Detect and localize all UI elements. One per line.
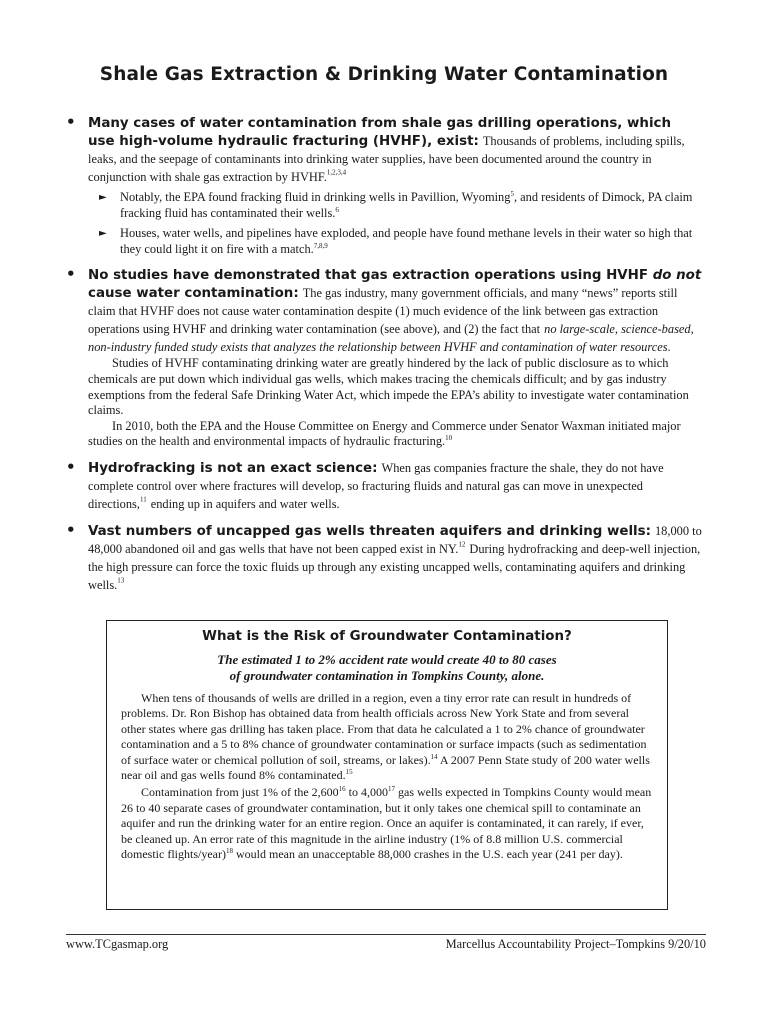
bullet-lead-part: No studies have demonstrated that gas extraction operations using HVHF (88, 268, 649, 284)
box-text: would mean an unacceptable 88,000 crashes in the U.S. each year (241 per day). (232, 847, 623, 862)
bullet-list (88, 114, 702, 603)
sub-item-text: , and residents of Dimock, PA claim fracking fluid has contaminated their wells. (120, 190, 693, 220)
box-text: When tens of thousands of wells are drilled in a region, even a tiny error rate can result in hundreds of problems. Dr. Ron Bishop has obtained data from health officials across New York State and from several other states where gas drilling has taken place. From that data he calculated a 1 to 2% chance of groundwater contamination and a 5 to 8% chance of groundwater contamination or surface impacts (such as sedimentation of surface water or chemical pollution of soil, streams, or lakes). (121, 691, 647, 767)
bullet-body: 18,000 to 48,000 abandoned oil and gas wells that have not been capped exist in NY. (88, 523, 702, 556)
box-paragraph (121, 785, 653, 862)
bullet-lead: Many cases of water contamination from shale gas drilling operations, which use high-volume hydraulic fracturing (HVHF), exist: (88, 116, 672, 149)
bullet-item-contamination-cases (88, 114, 702, 257)
box-text: A 2007 Penn State study of 200 water wells near oil and gas wells found 8% contaminated. (121, 752, 650, 783)
box-paragraph (121, 691, 653, 783)
bullet-paragraph: Studies of HVHF contaminating drinking water are greatly hindered by the lack of public disclosure as to which chemicals are put down which individual gas wells, which makes tracing the chemicals difficult; and by gas industry exemptions from the federal Safe Drinking Water Act, which impede the EPA’s ability to investigate water contamination claims. (88, 356, 689, 418)
bullet-body: Thousands of problems, including spills, leaks, and the seepage of contaminants into drinking water supplies, have been documented around the country in conjunction with shale gas extraction by HVHF. (88, 134, 685, 184)
footnote-ref[interactable]: 7,8,9 (313, 241, 328, 250)
bullet-body: ending up in aquifers and water wells. (150, 496, 340, 511)
footnote-ref[interactable]: 10 (445, 434, 453, 443)
bullet-lead-part: cause water contamination: (88, 286, 299, 302)
box-text: Contamination from just 1% of the 2,600 (141, 785, 339, 800)
bullet-body: During hydrofracking and deep-well injection, the high pressure can force the toxic fluids up through any existing uncapped wells, contaminating aquifers and drinking wells. (88, 541, 701, 592)
bullet-item-uncapped-wells (88, 522, 702, 594)
page-footer (66, 934, 706, 952)
bullet-paragraph-text: In 2010, both the EPA and the House Committee on Energy and Commerce under Senator Waxman initiated major studies on the health and environmental impacts of hydraulic fracturing. (88, 418, 681, 449)
bullet-lead: Vast numbers of uncapped gas wells threaten aquifers and drinking wells: (88, 523, 651, 539)
sub-item-text: Notably, the EPA found fracking fluid in drinking wells in Pavillion, Wyoming (120, 190, 511, 204)
box-subtitle (121, 652, 653, 684)
footnote-ref[interactable]: 15 (345, 768, 353, 777)
footnote-ref[interactable]: 17 (388, 785, 395, 794)
box-subtitle-line: of groundwater contamination in Tompkins County, alone. (229, 668, 545, 683)
footer-website-link[interactable]: www.TCgasmap.org (66, 937, 169, 951)
footnote-ref[interactable]: 5 (510, 189, 514, 198)
bullet-body-italic: no large-scale, science-based, non-industry funded study exists that analyzes the relationship between HVHF and contamination of water resources (88, 322, 694, 355)
sub-list (88, 190, 702, 257)
footnote-ref[interactable]: 11 (139, 495, 147, 504)
bullet-paragraph (88, 419, 702, 450)
footnote-ref[interactable]: 6 (335, 205, 339, 214)
page-title: Shale Gas Extraction & Drinking Water Contamination (99, 64, 669, 85)
footnote-ref[interactable]: 1,2,3,4 (326, 168, 347, 177)
bullet-item-not-exact-science (88, 459, 702, 513)
footnote-ref[interactable]: 12 (458, 540, 466, 549)
footnote-ref[interactable]: 18 (225, 847, 233, 856)
box-text: to 4,000 (345, 785, 388, 800)
risk-callout-box (106, 620, 668, 910)
bullet-body: . (667, 340, 671, 355)
box-text: gas wells expected in Tompkins County would mean 26 to 40 separate cases of groundwater contamination, but it only takes one chemical spill to contaminate an aquifer and run the drinking water for an entire region. Once an aquifer is contaminated, it can rarely, if ever, be cleaned up. An error rate of this magnitude in the airline industry (1% of 8.8 million U.S. commercial domestic flights/year) (121, 785, 652, 862)
bullet-item-no-studies (88, 266, 702, 450)
footnote-ref[interactable]: 14 (430, 752, 438, 761)
sub-item-text: Houses, water wells, and pipelines have exploded, and people have found methane levels in their water so high that they could light it on fire with a match. (120, 226, 693, 256)
bullet-body: The gas industry, many government officials, and many “news” reports still claim that HVHF does not cause water contamination despite (1) much evidence of the link between gas extraction operations using HVHF and drinking water contamination (see above), and (2) the fact that (88, 286, 678, 337)
sub-item-methane (120, 226, 702, 257)
bullet-lead: Hydrofracking is not an exact science: (88, 460, 378, 476)
footnote-ref[interactable]: 13 (117, 576, 125, 585)
bullet-lead-emphasis: do not (652, 268, 702, 284)
bullet-body: When gas companies fracture the shale, they do not have complete control over where fractures will develop, so fracturing fluids and natural gas can move in unexpected directions, (88, 460, 664, 511)
footer-credit: Marcellus Accountability Project–Tompkins 9/20/10 (445, 937, 706, 951)
footnote-ref[interactable]: 16 (338, 785, 346, 794)
sub-item-epa-pavillion (120, 190, 702, 221)
box-subtitle-line: The estimated 1 to 2% accident rate would create 40 to 80 cases (217, 652, 557, 667)
box-title: What is the Risk of Groundwater Contamination? (202, 629, 572, 644)
